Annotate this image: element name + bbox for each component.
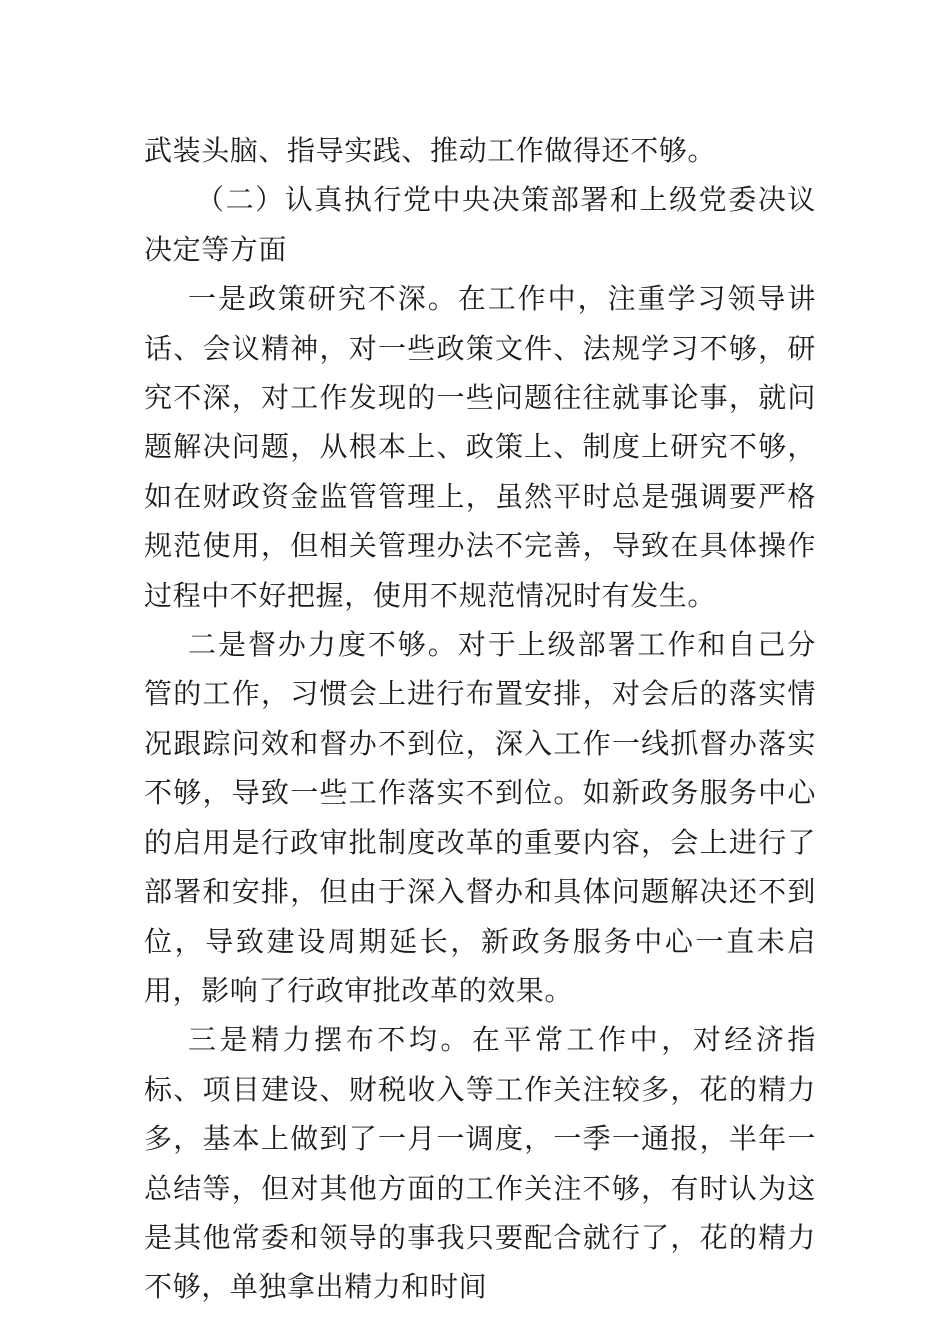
paragraph-policy-research: 一是政策研究不深。在工作中，注重学习领导讲话、会议精神，对一些政策文件、法规学习不够，研究不深，对工作发现的一些问题往往就事论事，就问题解决问题，从根本上、政策上、制度上研究不够，如在财政资金监管管理上，虽然平时总是强调要严格规范使用，但相关管理办法不完善，导致在具体操作过程中不好把握，使用不规范情况时有发生。 [144,282,816,612]
paragraph-continuation: 武装头脑、指导实践、推动工作做得还不够。 [144,134,717,167]
paragraph-supervision: 二是督办力度不够。对于上级部署工作和自己分管的工作，习惯会上进行布置安排，对会后的落实情况跟踪问效和督办不到位，深入工作一线抓督办落实不够，导致一些工作落实不到位。如新政务服务中心的启用是行政审批制度改革的重要内容，会上进行了部署和安排，但由于深入督办和具体问题解决还不到位，导致建设周期延长，新政务服务中心一直未启用，影响了行政审批改革的效果。 [144,628,816,1007]
section-heading: （二）认真执行党中央决策部署和上级党委决议决定等方面 [144,183,816,266]
document-body [144,126,816,1312]
paragraph-energy-allocation: 三是精力摆布不均。在平常工作中，对经济指标、项目建设、财税收入等工作关注较多，花的精力多，基本上做到了一月一调度，一季一通报，半年一总结等，但对其他方面的工作关注不够，有时认为这是其他常委和领导的事我只要配合就行了，花的精力不够，单独拿出精力和时间 [144,1023,816,1304]
